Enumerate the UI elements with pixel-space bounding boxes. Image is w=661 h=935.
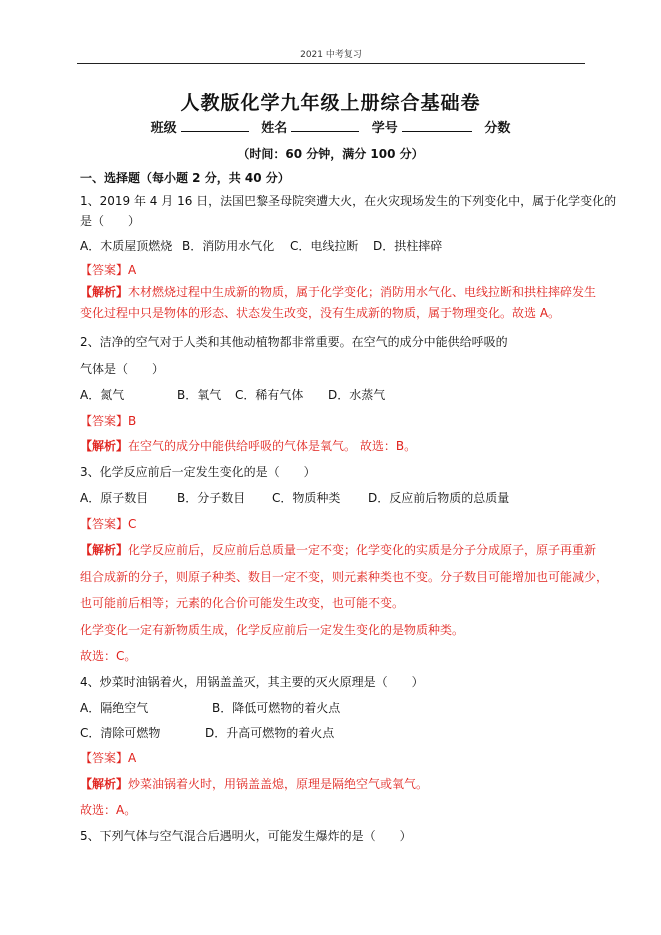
q1-options — [80, 238, 442, 254]
q2-option-d: D．水蒸气 — [328, 388, 386, 402]
analysis-text: 炒菜油锅着火时，用锅盖盖熄，原理是隔绝空气或氧气。 — [128, 777, 429, 791]
q4-options-row1 — [80, 700, 340, 716]
answer-value: A — [128, 751, 137, 765]
time-note: （时间：60 分钟，满分 100 分） — [237, 147, 424, 161]
q1-analysis-line2: 变化过程中只是物体的形态、状态发生改变，没有生成新的物质，属于物理变化。故选 A。 — [80, 306, 561, 320]
q3-conclusion: 故选：C。 — [80, 649, 137, 663]
q3-analysis-line2: 组合成新的分子，则原子种类、数目一定不变，则元素种类也不变。分子数目可能增加也可能减少， — [80, 570, 609, 584]
answer-label: 【答案】 — [80, 263, 129, 277]
q4-answer — [80, 750, 136, 766]
q1-stem-line1: 1、2019 年 4 月 16 日，法国巴黎圣母院突遭大火，在火灾现场发生的下列变化中，属于化学变化的 — [80, 194, 617, 208]
id-blank[interactable] — [402, 117, 472, 132]
q4-option-c: C．清除可燃物 — [80, 726, 161, 740]
q4-option-a: A．隔绝空气 — [80, 701, 149, 715]
class-blank[interactable] — [181, 117, 249, 132]
q1-option-a: A．木质屋顶燃烧 — [80, 239, 173, 253]
q2-option-b: B．氧气 — [177, 388, 222, 402]
header-rule — [77, 63, 585, 64]
section-heading: 一、选择题（每小题 2 分，共 40 分） — [80, 171, 290, 185]
q4-conclusion: 故选：A。 — [80, 803, 137, 817]
q3-analysis-line3: 也可能前后相等；元素的化合价可能发生改变，也可能不变。 — [80, 596, 405, 610]
q3-option-c: C．物质种类 — [272, 491, 341, 505]
q1-stem-line2: 是（ ） — [80, 214, 141, 228]
answer-label: 【答案】 — [80, 517, 129, 531]
analysis-label: 【解析】 — [80, 543, 129, 557]
answer-value: B — [128, 414, 137, 428]
q3-option-b: B．分子数目 — [177, 491, 246, 505]
q3-option-a: A．原子数目 — [80, 491, 149, 505]
analysis-text: 木材燃烧过程中生成新的物质，属于化学变化；消防用水气化、电线拉断和拱柱摔碎发生 — [128, 285, 597, 299]
q2-analysis-line1 — [80, 438, 416, 454]
q4-options-row2 — [80, 725, 334, 741]
q2-option-a: A．氮气 — [80, 388, 125, 402]
q3-analysis-line1 — [80, 542, 596, 558]
analysis-text: 在空气的成分中能供给呼吸的气体是氧气。 故选：B。 — [128, 439, 417, 453]
analysis-label: 【解析】 — [80, 285, 129, 299]
name-blank[interactable] — [291, 117, 359, 132]
q3-stem-line1: 3、化学反应前后一定发生变化的是（ ） — [80, 465, 316, 479]
q3-analysis-line4: 化学变化一定有新物质生成，化学反应前后一定发生变化的是物质种类。 — [80, 623, 465, 637]
exam-title: 人教版化学九年级上册综合基础卷 — [180, 92, 481, 114]
q1-option-d: D．拱柱摔碎 — [373, 239, 443, 253]
q1-answer — [80, 262, 136, 278]
answer-value: A — [128, 263, 137, 277]
id-label: 学号 — [371, 121, 398, 136]
answer-value: C — [128, 517, 137, 531]
q3-answer — [80, 516, 136, 532]
q2-answer — [80, 413, 136, 429]
q4-option-d: D．升高可燃物的着火点 — [205, 726, 335, 740]
q2-stem-line1: 2、洁净的空气对于人类和其他动植物都非常重要。在空气的成分中能供给呼吸的 — [80, 335, 508, 349]
q1-option-c: C．电线拉断 — [290, 239, 359, 253]
q3-options — [80, 490, 509, 506]
q4-option-b: B．降低可燃物的着火点 — [212, 701, 341, 715]
q2-option-c: C．稀有气体 — [235, 388, 304, 402]
q1-option-b: B．消防用水气化 — [182, 239, 275, 253]
q2-stem-line2: 气体是（ ） — [80, 362, 165, 376]
name-label: 姓名 — [261, 121, 288, 136]
page-header: 2021 中考复习 — [300, 50, 362, 60]
analysis-label: 【解析】 — [80, 777, 129, 791]
class-label: 班级 — [150, 121, 177, 136]
score-label: 分数 — [484, 121, 511, 136]
answer-label: 【答案】 — [80, 751, 129, 765]
q3-option-d: D．反应前后物质的总质量 — [368, 491, 510, 505]
q4-analysis-line1 — [80, 776, 428, 792]
answer-label: 【答案】 — [80, 414, 129, 428]
q2-options — [80, 387, 385, 403]
student-info-row — [0, 117, 661, 136]
q5-stem-line1: 5、下列气体与空气混合后遇明火，可能发生爆炸的是（ ） — [80, 829, 412, 843]
q1-analysis-line1 — [80, 284, 596, 300]
analysis-text: 化学反应前后，反应前后总质量一定不变；化学变化的实质是分子分成原子，原子再重新 — [128, 543, 597, 557]
q4-stem-line1: 4、炒菜时油锅着火，用锅盖盖灭，其主要的灭火原理是（ ） — [80, 675, 424, 689]
analysis-label: 【解析】 — [80, 439, 129, 453]
